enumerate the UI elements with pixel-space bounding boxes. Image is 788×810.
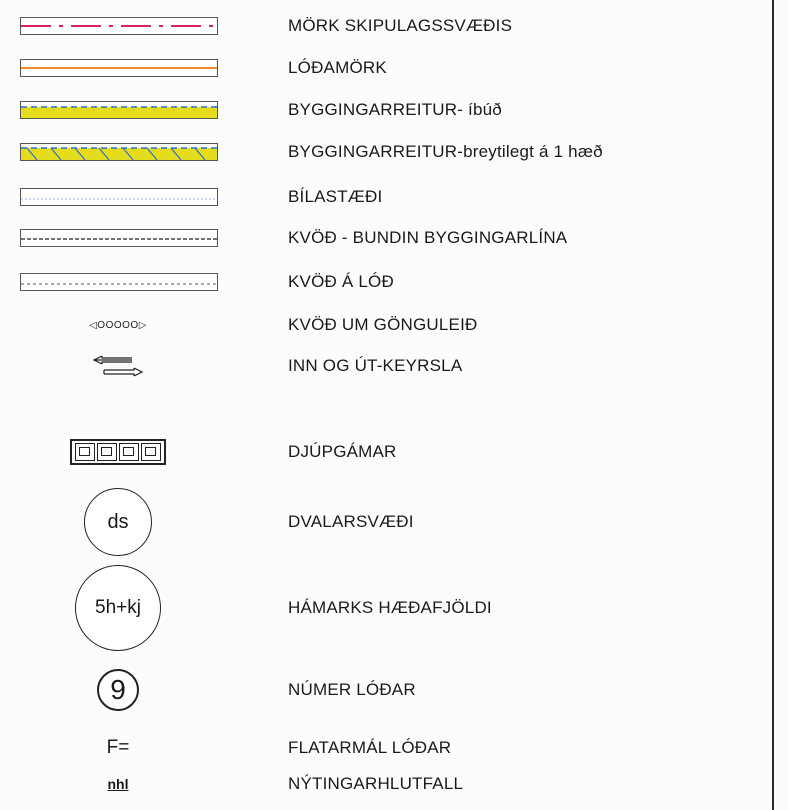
legend-row-lodamork — [0, 48, 770, 88]
walkway-symbol: ◁OOOOO▷ — [89, 319, 147, 331]
legend-label: BYGGINGARREITUR-breytilegt á 1 hæð — [288, 142, 603, 161]
legend-label: KVÖÐ - BUNDIN BYGGINGARLÍNA — [288, 228, 568, 247]
easement-line-symbol — [18, 262, 218, 302]
legend-row-numer — [0, 670, 770, 710]
legend-row-inn-ut — [0, 346, 770, 386]
storeys-circle-symbol: 5h+kj — [75, 565, 161, 651]
legend-label: DJÚPGÁMAR — [288, 442, 397, 461]
legend-label: INN OG ÚT-KEYRSLA — [288, 356, 463, 375]
legend-row-byggingarreitur-ibud — [0, 90, 770, 130]
legend-label: BYGGINGARREITUR- íbúð — [288, 100, 502, 119]
legend-label: NÝTINGARHLUTFALL — [288, 774, 464, 793]
dash-dot-line-symbol — [18, 6, 218, 46]
ratio-symbol: nhl — [107, 776, 129, 792]
parking-line-symbol — [18, 177, 218, 217]
legend-label: MÖRK SKIPULAGSSVÆÐIS — [288, 16, 513, 35]
legend-row-djupgamar — [0, 432, 770, 472]
legend-label: KVÖÐ Á LÓÐ — [288, 272, 394, 291]
legend-row-kvod-bundin — [0, 218, 770, 258]
legend-row-bilastaedi — [0, 177, 770, 217]
legend-label: LÓÐAMÖRK — [288, 58, 387, 77]
legend-row-byggingarreitur-breytilegt — [0, 132, 770, 172]
container-boxes-icon — [70, 439, 166, 465]
legend-label: KVÖÐ UM GÖNGULEIÐ — [288, 315, 478, 334]
legend-label: DVALARSVÆÐI — [288, 512, 414, 531]
legend-row-dvalarsvaedi — [0, 502, 770, 542]
solid-orange-line-symbol — [18, 48, 218, 88]
double-arrow-icon — [88, 350, 148, 382]
legend-label: HÁMARKS HÆÐAFJÖLDI — [288, 598, 492, 617]
ds-circle-symbol: ds — [84, 488, 152, 556]
area-symbol: F= — [106, 737, 130, 758]
yellow-hatched-building-area-symbol — [18, 132, 218, 172]
legend-label: BÍLASTÆÐI — [288, 187, 383, 206]
legend-row-skipulag — [0, 6, 770, 46]
yellow-building-area-symbol — [18, 90, 218, 130]
lot-number-circle-symbol: 9 — [97, 669, 139, 711]
legend-row-nhl — [0, 764, 770, 804]
legend-label: NÚMER LÓÐAR — [288, 680, 416, 699]
legend-row-kvod-gongu — [0, 305, 770, 345]
legend-row-flatarmal — [0, 728, 770, 768]
legend-label: FLATARMÁL LÓÐAR — [288, 738, 452, 757]
legend-row-hamarks — [0, 588, 770, 628]
legend-row-kvod-lod — [0, 262, 770, 302]
building-line-symbol — [18, 218, 218, 258]
frame-border-line — [772, 0, 774, 810]
